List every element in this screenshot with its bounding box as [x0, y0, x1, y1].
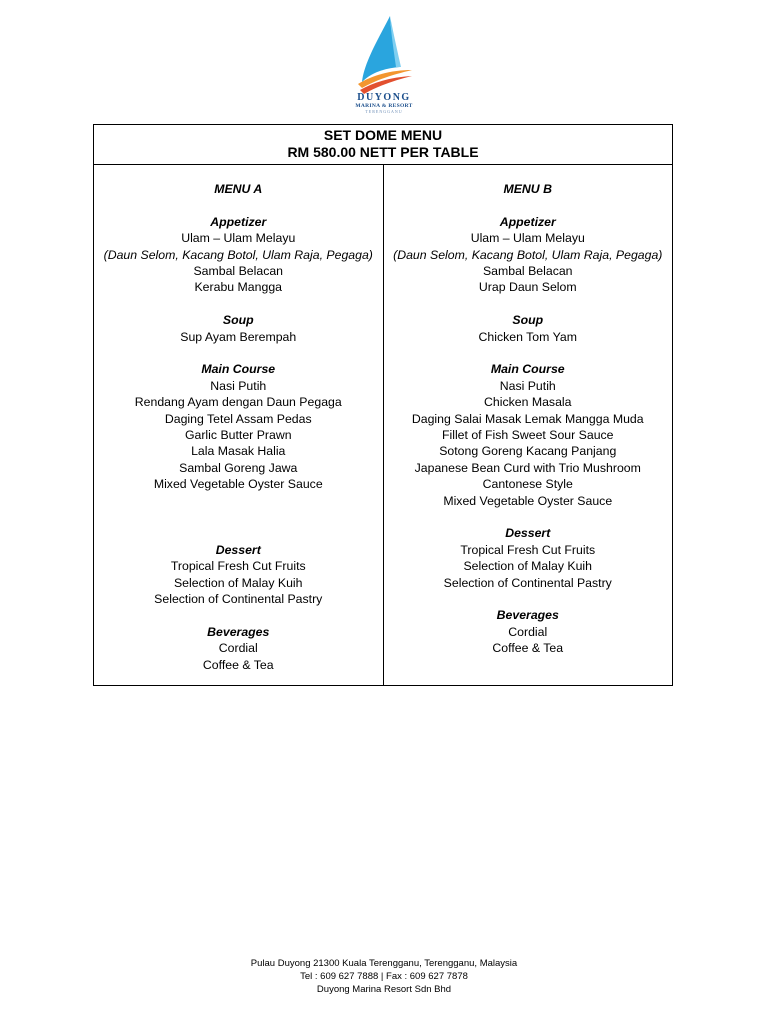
menu-item: Tropical Fresh Cut Fruits	[170, 559, 306, 574]
menu-b-beverages	[384, 607, 673, 656]
brand-location: TERENGGANU	[365, 109, 403, 114]
menu-item: Urap Daun Selom	[478, 280, 577, 295]
section-title: Beverages	[496, 608, 559, 623]
footer	[0, 957, 768, 996]
menu-item-note: (Daun Selom, Kacang Botol, Ulam Raja, Pegaga)	[103, 247, 373, 262]
menu-a-appetizer	[94, 214, 383, 296]
menu-title: SET DOME MENU	[323, 127, 443, 143]
menu-item: Japanese Bean Curd with Trio Mushroom	[414, 460, 641, 475]
menu-item: Daging Salai Masak Lemak Mangga Muda	[411, 411, 644, 426]
menu-item: Ulam – Ulam Melayu	[470, 231, 585, 246]
section-title: Dessert	[215, 542, 261, 557]
menu-b-title: MENU B	[503, 182, 552, 196]
menu-item: Sambal Goreng Jawa	[179, 460, 298, 475]
menu-item: Nasi Putih	[499, 378, 556, 393]
menu-b-soup	[384, 312, 673, 345]
menu-item: Cantonese Style	[482, 477, 573, 492]
menu-item: Mixed Vegetable Oyster Sauce	[443, 493, 613, 508]
menu-a-title: MENU A	[214, 182, 263, 196]
section-title: Main Course	[201, 362, 276, 377]
menu-item: Fillet of Fish Sweet Sour Sauce	[441, 428, 614, 443]
brand-name: DUYONG	[357, 92, 411, 103]
brand-subtitle: MARINA & RESORT	[355, 103, 413, 109]
menu-item: Nasi Putih	[210, 378, 267, 393]
menu-b-column	[383, 165, 673, 685]
menu-item: Cordial	[508, 624, 548, 639]
menu-b-appetizer	[384, 214, 673, 296]
menu-item: Selection of Continental Pastry	[154, 592, 323, 607]
menu-item: Sambal Belacan	[482, 264, 573, 279]
menu-item: Cordial	[218, 641, 258, 656]
menu-item: Sambal Belacan	[193, 264, 284, 279]
section-title: Beverages	[207, 624, 270, 639]
table-header	[94, 125, 672, 165]
menu-item: Selection of Malay Kuih	[173, 575, 303, 590]
footer-address: Pulau Duyong 21300 Kuala Terengganu, Terengganu, Malaysia	[250, 958, 518, 969]
menu-a-soup	[94, 312, 383, 345]
section-title: Appetizer	[210, 214, 267, 229]
menu-item: Mixed Vegetable Oyster Sauce	[153, 477, 323, 492]
menu-item: Sotong Goreng Kacang Panjang	[439, 444, 617, 459]
menu-b-dessert	[384, 525, 673, 591]
menu-item: Daging Tetel Assam Pedas	[164, 411, 312, 426]
menu-item: Tropical Fresh Cut Fruits	[460, 542, 596, 557]
menu-item: Garlic Butter Prawn	[184, 428, 292, 443]
menu-item: Selection of Malay Kuih	[463, 559, 592, 574]
section-title: Main Course	[490, 362, 565, 377]
footer-company: Duyong Marina Resort Sdn Bhd	[316, 984, 452, 995]
menu-item: Chicken Tom Yam	[478, 329, 577, 344]
menu-a-beverages	[94, 624, 383, 673]
menu-price: RM 580.00 NETT PER TABLE	[287, 144, 479, 160]
menu-item: Rendang Ayam dengan Daun Pegaga	[134, 395, 342, 410]
menu-item: Coffee & Tea	[492, 641, 564, 656]
menu-item: Chicken Masala	[484, 395, 572, 410]
menu-a-dessert	[94, 542, 383, 608]
menu-table	[93, 124, 673, 686]
section-title: Dessert	[505, 526, 551, 541]
menu-item-spacer	[94, 493, 383, 509]
menu-a-main-course	[94, 361, 383, 509]
footer-contact: Tel : 609 627 7888 | Fax : 609 627 7878	[300, 971, 468, 982]
section-title: Soup	[512, 313, 544, 328]
section-title: Soup	[222, 313, 254, 328]
menu-a-column	[94, 165, 383, 685]
menu-item: Coffee & Tea	[202, 657, 274, 672]
menu-item: Lala Masak Halia	[191, 444, 286, 459]
section-title: Appetizer	[499, 214, 556, 229]
menu-item: Selection of Continental Pastry	[443, 575, 612, 590]
menu-item: Ulam – Ulam Melayu	[181, 231, 296, 246]
menu-item: Kerabu Mangga	[194, 280, 282, 295]
menu-b-main-course	[384, 361, 673, 509]
menu-item-note: (Daun Selom, Kacang Botol, Ulam Raja, Pegaga)	[393, 247, 663, 262]
menu-item: Sup Ayam Berempah	[180, 329, 297, 344]
table-body	[94, 165, 672, 685]
